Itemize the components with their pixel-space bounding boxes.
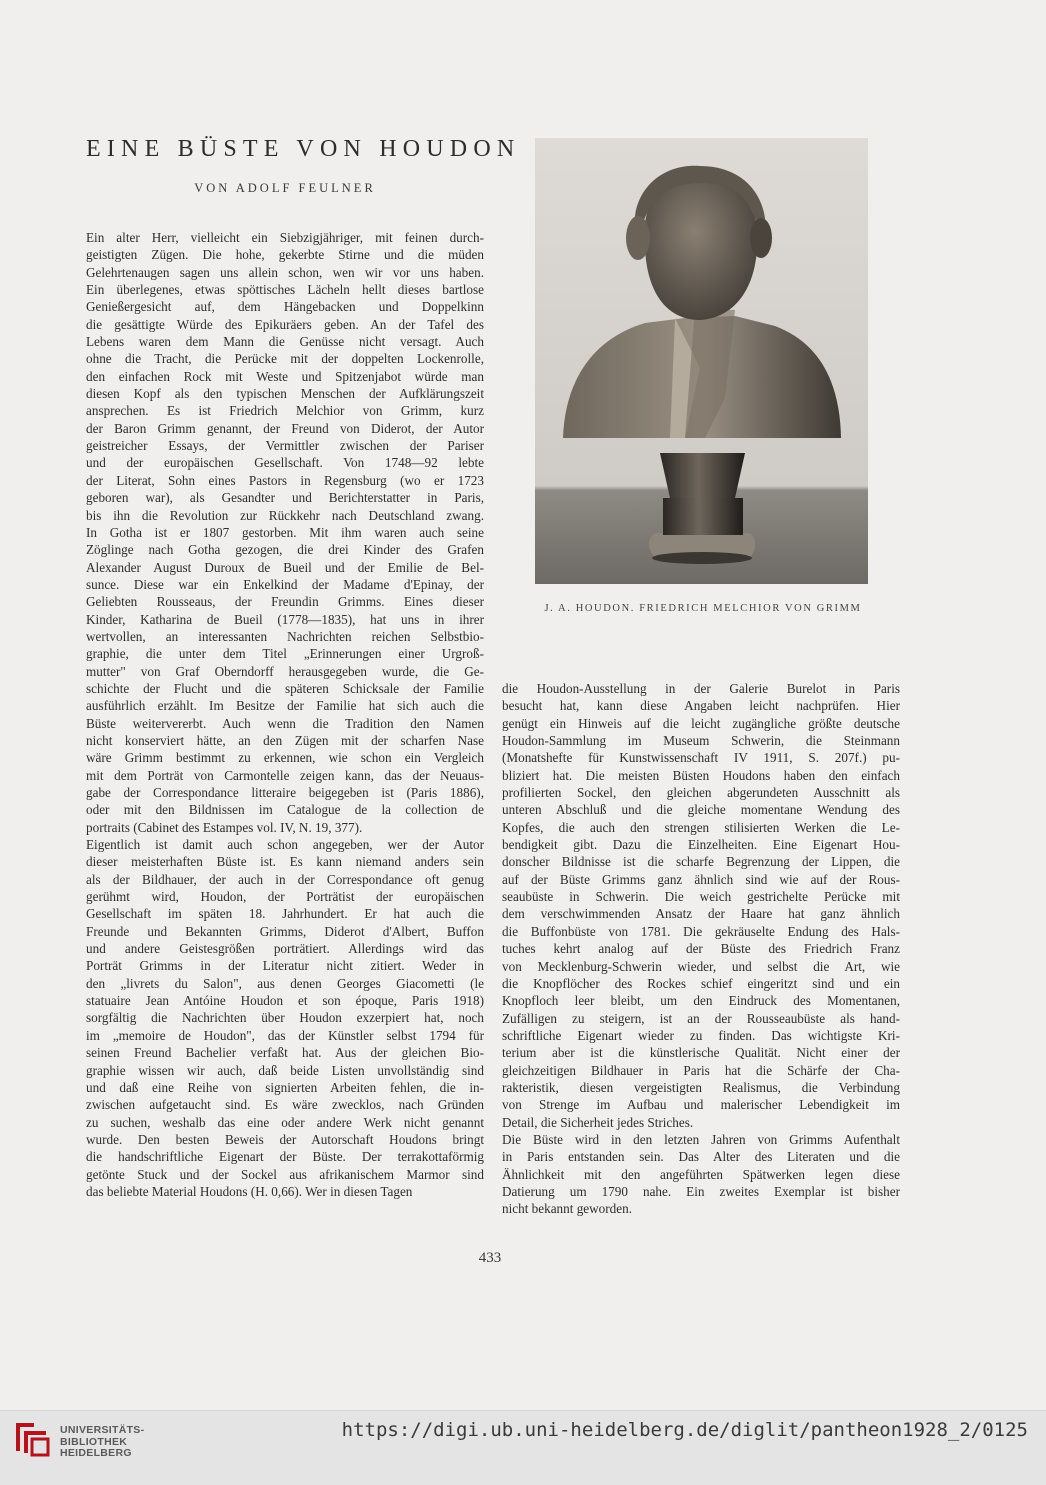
bust-image bbox=[535, 138, 868, 584]
text-line: mit dem Porträt von Carmontelle zeigen kann, das der Neuaus- bbox=[86, 767, 484, 783]
text-line: Alexander August Duroux de Bueil und der Emilie de Bel- bbox=[86, 559, 484, 575]
text-line: den „livrets du Salon", aus denen Georges Giacometti (le bbox=[86, 975, 484, 991]
text-line: seaubüste in Schwerin. Die weich gestrichelte Perücke mit bbox=[502, 889, 900, 905]
text-line: und der europäischen Gesellschaft. Von 1748—92 lebte bbox=[86, 455, 484, 471]
text-line: als der Bildhauer, der auch in der Correspondance oft genug bbox=[86, 871, 484, 887]
text-line: und daß eine Reihe von signierten Arbeiten fehlen, die in- bbox=[86, 1079, 484, 1095]
text-line: (Monatshefte für Kunstwissenschaft IV 1911, S. 207f.) pu- bbox=[502, 750, 900, 766]
text-line: Porträt Grimms in der Literatur nicht zitiert. Weder in bbox=[86, 958, 484, 974]
left-column-text bbox=[86, 229, 484, 1200]
text-line: Die Büste wird in den letzten Jahren von Grimms Aufenthalt bbox=[502, 1131, 900, 1147]
text-line: der Literat, Sohn eines Pastors in Regensburg (wo er 1723 bbox=[86, 472, 484, 488]
text-line: statuaire Jean Antóine Houdon et son époque, Paris 1918) bbox=[86, 993, 484, 1009]
article-byline: VON ADOLF FEULNER bbox=[194, 181, 376, 195]
text-line: geistreicher Essays, der Vermittler zwischen der Pariser bbox=[86, 438, 484, 454]
text-line: zu suchen, weshalb das eine oder andere Werk nicht genannt bbox=[86, 1114, 484, 1130]
text-line: nicht bekannt geworden. bbox=[502, 1201, 633, 1217]
text-line: mutter" von Graf Oberndorff herausgegeben wurde, die Ge- bbox=[86, 663, 484, 679]
text-line: nicht konserviert hätte, an den Zügen mit der scharfen Nase bbox=[86, 732, 484, 748]
text-line: das beliebte Material Houdons (H. 0,66). Wer in diesen Tagen bbox=[86, 1183, 413, 1199]
text-line: dieser meisterhaften Büste ist. Es kann niemand anders sein bbox=[86, 854, 484, 870]
text-line: wäre Grimm bestimmt zu erkennen, wie schon ein Vergleich bbox=[86, 750, 484, 766]
text-line: Eigentlich ist damit auch schon angegeben, wer der Autor bbox=[86, 837, 484, 853]
text-line: und andere Geistesgrößen porträtiert. Allerdings wird das bbox=[86, 941, 484, 957]
text-line: die Houdon-Ausstellung in der Galerie Burelot in Paris bbox=[502, 681, 900, 696]
text-line: besucht hat, kann diese Angaben leicht nachprüfen. Hier bbox=[502, 698, 900, 714]
text-line: im „memoire de Houdon", das der Künstler selbst 1794 für bbox=[86, 1027, 484, 1043]
text-line: ohne die Tracht, die Perücke mit der doppelten Lockenrolle, bbox=[86, 351, 484, 367]
text-line: von Strenge im Aufbau und malerischer Lebendigkeit im bbox=[502, 1097, 900, 1113]
text-line: Zufälligen zu steigern, ist an der Rousseaubüste als hand- bbox=[502, 1010, 900, 1026]
right-column-text bbox=[502, 680, 900, 1218]
text-line: terium aber ist die künstlerische Qualität. Nicht einer der bbox=[502, 1045, 900, 1061]
text-line: sorgfältig die Nachrichten über Houdon exzerpiert hat, noch bbox=[86, 1010, 484, 1026]
text-line: rakteristik, diesen vergeistigten Realismus, die Verbindung bbox=[502, 1079, 900, 1095]
text-line: graphie, die unter dem Titel „Erinnerungen einer Urgroß- bbox=[86, 646, 484, 662]
source-url-link[interactable]: https://digi.ub.uni-heidelberg.de/diglit/pantheon1928_2/0125 bbox=[341, 1419, 1028, 1441]
text-line: dem verschwimmenden Ansatz der Haare hat ganz ähnlich bbox=[502, 906, 900, 922]
text-line: sunce. Diese war ein Enkelkind der Madame d'Epinay, der bbox=[86, 576, 484, 592]
text-line: portraits (Cabinet des Estampes vol. IV, N. 19, 377). bbox=[86, 819, 363, 835]
text-line: die handschriftliche Eigenart der Büste. Der terrakottaförmig bbox=[86, 1149, 484, 1165]
text-line: genügt ein Hinweis auf die leicht zugängliche größte deutsche bbox=[502, 715, 900, 731]
text-line: Ein überlegenes, etwas spöttisches Lächeln hellt dieses bartlose bbox=[86, 282, 484, 298]
text-line: der Baron Grimm genannt, der Freund von Diderot, der Autor bbox=[86, 420, 484, 436]
text-line: in Paris entstanden sein. Das Alter des Literaten und die bbox=[502, 1149, 900, 1165]
text-line: ausführlich erzählt. Im Besitze der Familie hat sich auch die bbox=[86, 698, 484, 714]
text-line: gleichzeitigen Bildhauer in Paris hat die Schärfe der Cha- bbox=[502, 1062, 900, 1078]
text-line: Kinder, Katharina de Bueil (1778—1835), hat uns in ihrer bbox=[86, 611, 484, 627]
text-line: Detail, die Sicherheit jedes Striches. bbox=[502, 1114, 694, 1130]
logo-line: HEIDELBERG bbox=[60, 1447, 132, 1459]
text-line: wertvollen, an interessanten Nachrichten reichen Selbstbio- bbox=[86, 628, 484, 644]
logo-line: UNIVERSITÄTS- bbox=[60, 1424, 145, 1436]
text-line: graphie wissen wir auch, daß beide Listen unvollständig sind bbox=[86, 1062, 484, 1078]
bust-photograph bbox=[535, 138, 868, 584]
figure-caption: J. A. HOUDON. FRIEDRICH MELCHIOR VON GRIMM bbox=[544, 603, 862, 614]
text-line: unteren Abschluß und die gleiche momentane Wendung des bbox=[502, 802, 900, 818]
text-line: zwischen aufgetaucht sind. Es wäre zwecklos, nach Gründen bbox=[86, 1097, 484, 1113]
text-line: gabe der Correspondance litteraire beigegeben ist (Paris 1886), bbox=[86, 785, 484, 800]
article-title: EINE BÜSTE VON HOUDON bbox=[86, 136, 521, 162]
library-logo-text[interactable] bbox=[60, 1425, 144, 1460]
text-line: schichte der Flucht und die späteren Schicksale der Familie bbox=[86, 680, 484, 696]
text-line: profilierten Sockel, den gleichen abgerundeten Ausschnitt als bbox=[502, 785, 900, 801]
text-line: ansprechen. Es ist Friedrich Melchior von Grimm, kurz bbox=[86, 403, 484, 419]
text-line: bliziert hat. Die meisten Büsten Houdons haben den einfach bbox=[502, 767, 900, 783]
text-line: diesen Kopf als den typischen Menschen der Aufklärungszeit bbox=[86, 386, 484, 402]
text-line: Datierung um 1790 nahe. Ein zweites Exemplar ist bisher bbox=[502, 1183, 900, 1199]
text-line: Houdon-Sammlung im Museum Schwerin, die Steinmann bbox=[502, 733, 900, 749]
text-line: Lebens waren dem Mann die Genüsse nicht versagt. Auch bbox=[86, 334, 484, 350]
library-logo-icon[interactable] bbox=[12, 1417, 52, 1457]
text-line: Geliebten Rousseaus, der Freundin Grimms. Eines dieser bbox=[86, 594, 484, 610]
text-line: In Gotha ist er 1807 gestorben. Mit ihm waren auch seine bbox=[86, 524, 484, 540]
text-line: Ähnlichkeit mit den angeführten Spätwerken legen diese bbox=[502, 1166, 900, 1182]
text-line: die Buffonbüste von 1781. Die gekräuselte Endung des Hals- bbox=[502, 923, 900, 939]
text-line: bendigkeit gibt. Dazu die Einzelheiten. Eine Eigenart Hou- bbox=[502, 837, 900, 853]
text-line: geboren war), als Gesandter und Berichterstatter in Paris, bbox=[86, 490, 484, 506]
text-line: Genießergesicht auf, dem Hängebacken und Doppelkinn bbox=[86, 299, 484, 315]
text-line: tuches kehrt analog auf der Büste des Friedrich Franz bbox=[502, 941, 900, 957]
text-line: Ein alter Herr, vielleicht ein Siebzigjähriger, mit feinen durch- bbox=[86, 230, 484, 245]
text-line: wurde. Den besten Beweis der Autorschaft Houdons bringt bbox=[86, 1131, 484, 1147]
text-line: Gesellschaft im späten 18. Jahrhundert. Er hat auch die bbox=[86, 906, 484, 922]
text-line: die Knopflöcher des Rockes schief eingeritzt sind und ein bbox=[502, 975, 900, 991]
text-line: getönte Stuck und der Sockel aus afrikanischem Marmor sind bbox=[86, 1166, 484, 1182]
text-line: seinen Freund Bachelier verfaßt hat. Aus der gleichen Bio- bbox=[86, 1045, 484, 1061]
logo-line: BIBLIOTHEK bbox=[60, 1435, 128, 1448]
text-line: Büste weitervererbt. Auch wenn die Tradition den Namen bbox=[86, 715, 484, 731]
text-line: Zöglinge nach Gotha gezogen, die drei Kinder des Grafen bbox=[86, 542, 484, 558]
text-line: den einfachen Rock mit Weste und Spitzenjabot würde man bbox=[86, 368, 484, 384]
text-line: Kopfes, die auch den strengen stilisierten Werken die Le- bbox=[502, 819, 900, 835]
text-line: bis ihn die Revolution zur Rückkehr nach Deutschland zwang. bbox=[86, 507, 484, 523]
text-line: die gesättigte Würde des Epikuräers geben. An der Tafel des bbox=[86, 316, 484, 332]
text-line: Knopfloch leer bleibt, um den Eindruck des Momentanen, bbox=[502, 993, 900, 1009]
page-number: 433 bbox=[478, 1250, 502, 1266]
text-line: Gelehrtenaugen sagen uns allein schon, wen wir vor uns haben. bbox=[86, 264, 484, 280]
text-line: Freunde und Bekannten Grimms, Diderot d'Albert, Buffon bbox=[86, 923, 484, 939]
text-line: oder mit den Bildnissen im Catalogue de la collection de bbox=[86, 802, 484, 818]
text-line: von Mecklenburg-Schwerin wieder, und selbst die Art, wie bbox=[502, 958, 900, 974]
text-line: schriftliche Eigenart wieder zu finden. Das wichtigste Kri- bbox=[502, 1027, 900, 1043]
text-line: geistigten Zügen. Die hohe, gekerbte Stirne und die müden bbox=[86, 247, 484, 263]
text-line: donscher Bildnisse ist die scharfe Begrenzung der Lippen, die bbox=[502, 854, 900, 870]
text-line: gerühmt wird, Houdon, der Porträtist der europäischen bbox=[86, 889, 484, 905]
text-line: auf der Büste Grimms ganz ähnlich sind wie auf der Rous- bbox=[502, 871, 900, 887]
